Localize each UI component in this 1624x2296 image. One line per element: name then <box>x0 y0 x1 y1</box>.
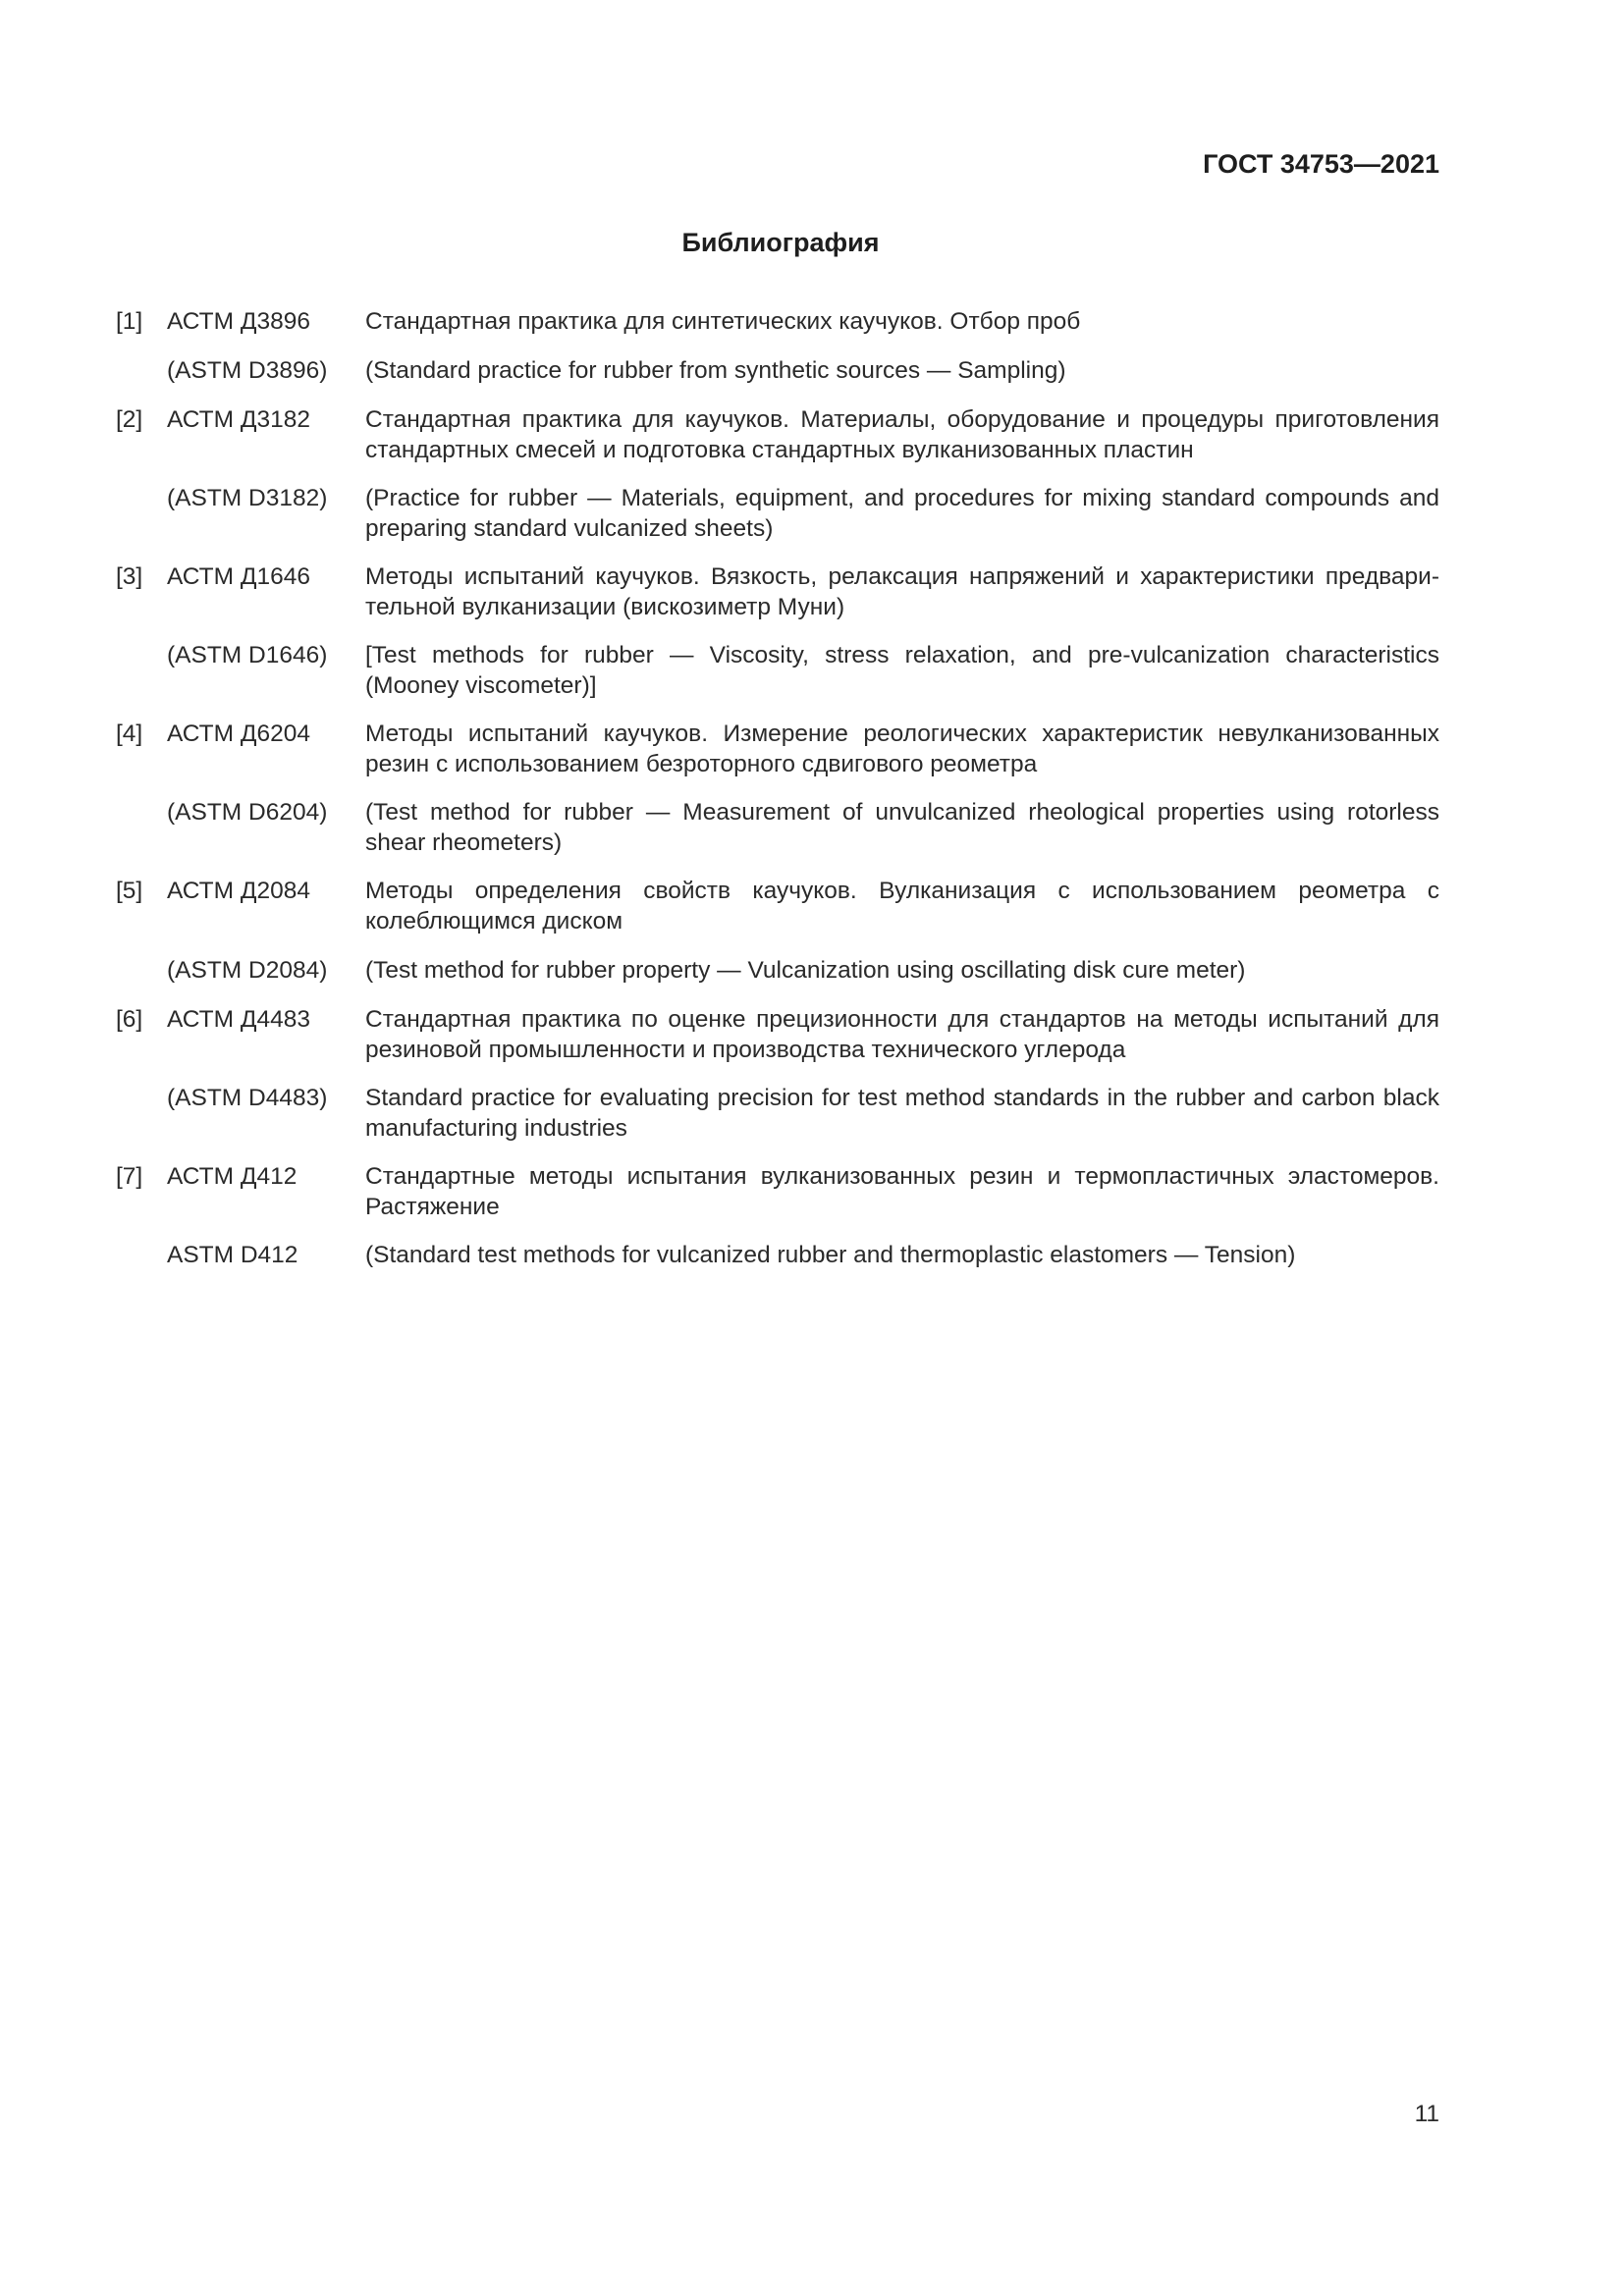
entry-code: АСТМ Д3182 <box>167 406 310 433</box>
bib-entry-7-en <box>116 1240 1439 1270</box>
entry-text: (Practice for rubber — Materials, equipment, and procedures for mixing standard compounds and preparing standard vulcanized sheets) <box>365 485 1439 542</box>
entry-code: (ASTM D6204) <box>167 799 328 826</box>
entry-text: Standard practice for evaluating precision for test method standards in the rubber and carbon black manufacturing industries <box>365 1085 1439 1142</box>
entry-code: (ASTM D4483) <box>167 1085 328 1111</box>
entry-code: АСТМ Д6204 <box>167 721 310 747</box>
entry-text: (Standard practice for rubber from synthetic sources — Sampling) <box>365 357 1066 384</box>
bib-entry-6-ru <box>116 1004 1439 1065</box>
bib-entry-7-ru <box>116 1161 1439 1222</box>
document-code: ГОСТ 34753—2021 <box>1203 149 1439 179</box>
entry-text: (Standard test methods for vulcanized rubber and thermoplastic elastomers — Tension) <box>365 1242 1296 1268</box>
entry-code: (ASTM D3182) <box>167 485 328 511</box>
entry-text: Стандартная практика для синтетических каучуков. Отбор проб <box>365 308 1081 335</box>
bib-entry-4-ru <box>116 719 1439 779</box>
bib-entry-5-ru <box>116 876 1439 936</box>
entry-number: [5] <box>116 878 143 904</box>
entry-code: (ASTM D1646) <box>167 642 328 668</box>
entry-text: (Test method for rubber property — Vulcanization using oscillating disk cure meter) <box>365 957 1246 984</box>
entry-number <box>116 483 167 544</box>
entry-text: Методы испытаний каучуков. Измерение реологических характеристик невулканизованных резин с использованием безроторного сдвигового реометра <box>365 721 1439 777</box>
entry-code: (ASTM D2084) <box>167 957 328 984</box>
entry-number: [3] <box>116 563 143 590</box>
entry-number: [1] <box>116 308 143 335</box>
entry-text: [Test methods for rubber — Viscosity, stress relaxation, and pre-vulcanization characteristics (Mooney viscometer)] <box>365 642 1439 699</box>
bib-entry-4-en <box>116 797 1439 858</box>
bib-entry-2-ru <box>116 404 1439 465</box>
entry-number <box>116 355 167 386</box>
entry-code: АСТМ Д412 <box>167 1163 298 1190</box>
entry-text: Стандартная практика по оценке прецизионности для стандартов на методы испытаний для резиновой промышленности и производства технического углерода <box>365 1006 1439 1063</box>
entry-text: Стандартная практика для каучуков. Материалы, оборудование и процедуры приготовления стандартных смесей и подготовка стандартных вулканизованных пластин <box>365 406 1439 463</box>
bib-entry-3-ru <box>116 561 1439 622</box>
entry-text: (Test method for rubber — Measurement of unvulcanized rheological properties using rotorless shear rheometers) <box>365 799 1439 856</box>
bib-entry-2-en <box>116 483 1439 544</box>
entry-text: Методы определения свойств каучуков. Вулканизация с использованием реометра с колеблющимся диском <box>365 878 1439 934</box>
entry-code: АСТМ Д1646 <box>167 563 310 590</box>
entry-number: [7] <box>116 1163 143 1190</box>
entry-code: (ASTM D3896) <box>167 357 328 384</box>
bibliography-list <box>116 306 1439 1270</box>
page-title: Библиография <box>681 228 880 257</box>
entry-code: АСТМ Д4483 <box>167 1006 310 1033</box>
entry-code: ASTM D412 <box>167 1242 298 1268</box>
entry-number <box>116 1083 167 1144</box>
page-number: 11 <box>1414 2101 1439 2127</box>
entry-number <box>116 955 167 986</box>
entry-code: АСТМ Д2084 <box>167 878 310 904</box>
bib-entry-3-en <box>116 640 1439 701</box>
entry-number <box>116 1240 167 1270</box>
entry-number <box>116 797 167 858</box>
entry-number <box>116 640 167 701</box>
entry-code: АСТМ Д3896 <box>167 308 310 335</box>
bib-entry-6-en <box>116 1083 1439 1144</box>
entry-text: Стандартные методы испытания вулканизованных резин и термопластичных эластомеров. Растяжение <box>365 1163 1439 1220</box>
entry-number: [4] <box>116 721 143 747</box>
bib-entry-1-ru <box>116 306 1439 337</box>
entry-number: [6] <box>116 1006 143 1033</box>
bib-entry-1-en <box>116 355 1439 386</box>
bib-entry-5-en <box>116 955 1439 986</box>
entry-number: [2] <box>116 406 143 433</box>
entry-text: Методы испытаний каучуков. Вязкость, релаксация напряжений и характеристики предвари-тельной вулканизации (вискозиметр Муни) <box>365 563 1439 620</box>
